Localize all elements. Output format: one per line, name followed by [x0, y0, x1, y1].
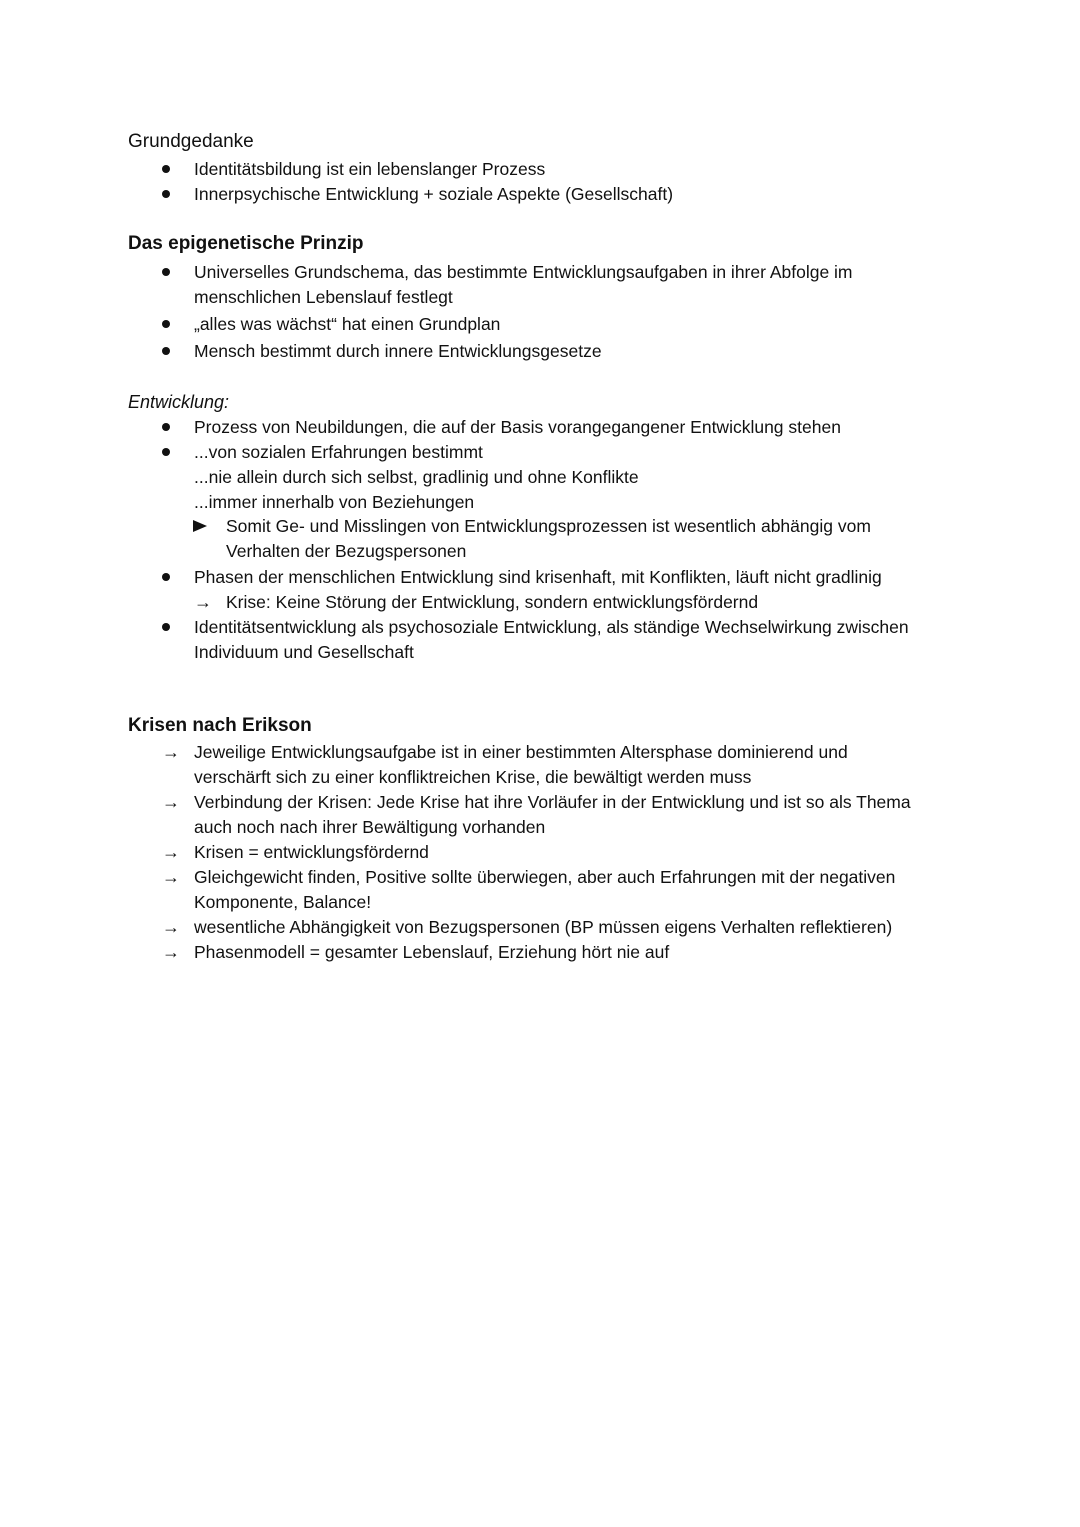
list-item: wesentliche Abhängigkeit von Bezugspersonen (BP müssen eigens Verhalten reflektieren) — [194, 917, 893, 937]
list-item: Phasen der menschlichen Entwicklung sind krisenhaft, mit Konflikten, läuft nicht gradlinig — [194, 567, 882, 587]
list-item: Identitätsbildung ist ein lebenslanger Prozess — [194, 159, 546, 179]
chevron-right-icon — [193, 520, 207, 532]
arrow-right-icon: → — [162, 867, 180, 887]
list-item-continuation: Individuum und Gesellschaft — [194, 642, 414, 662]
list-item-continuation: verschärft sich zu einer konfliktreichen Krise, die bewältigt werden muss — [194, 767, 752, 787]
list-item: ...von sozialen Erfahrungen bestimmt — [194, 442, 483, 462]
list-item: Jeweilige Entwicklungsaufgabe ist in einer bestimmten Altersphase dominierend und — [194, 742, 848, 762]
heading-epigenetisches-prinzip: Das epigenetische Prinzip — [128, 233, 364, 254]
list-item: Innerpsychische Entwicklung + soziale Aspekte (Gesellschaft) — [194, 184, 674, 204]
list-item-continuation: auch noch nach ihrer Bewältigung vorhanden — [194, 817, 546, 837]
bullet-icon — [162, 268, 170, 276]
sub-list-item-continuation: Verhalten der Bezugspersonen — [226, 541, 467, 561]
list-item: Gleichgewicht finden, Positive sollte überwiegen, aber auch Erfahrungen mit der negativen — [194, 867, 896, 887]
list-item: Phasenmodell = gesamter Lebenslauf, Erziehung hört nie auf — [194, 942, 670, 962]
arrow-right-icon: → — [162, 842, 180, 862]
list-item: Mensch bestimmt durch innere Entwicklungsgesetze — [194, 341, 602, 361]
bullet-icon — [162, 448, 170, 456]
heading-grundgedanke: Grundgedanke — [128, 131, 254, 152]
sub-list-item: Krise: Keine Störung der Entwicklung, sondern entwicklungsfördernd — [226, 592, 759, 612]
bullet-icon — [162, 423, 170, 431]
arrow-right-icon: → — [162, 742, 180, 762]
sub-list-item: Somit Ge- und Misslingen von Entwicklungsprozessen ist wesentlich abhängig vom — [226, 516, 871, 536]
list-item: Identitätsentwicklung als psychosoziale Entwicklung, als ständige Wechselwirkung zwischen — [194, 617, 909, 637]
arrow-right-icon: → — [194, 592, 212, 612]
bullet-icon — [162, 347, 170, 355]
bullet-icon — [162, 165, 170, 173]
arrow-right-icon: → — [162, 917, 180, 937]
list-item: Verbindung der Krisen: Jede Krise hat ihre Vorläufer in der Entwicklung und ist so als Thema — [194, 792, 911, 812]
list-item: Prozess von Neubildungen, die auf der Basis vorangegangener Entwicklung stehen — [194, 417, 841, 437]
list-item-continuation: ...immer innerhalb von Beziehungen — [194, 492, 475, 512]
list-item-continuation: ...nie allein durch sich selbst, gradlinig und ohne Konflikte — [194, 467, 639, 487]
list-item: Krisen = entwicklungsfördernd — [194, 842, 429, 862]
heading-entwicklung: Entwicklung: — [128, 392, 230, 412]
bullet-icon — [162, 320, 170, 328]
arrow-right-icon: → — [162, 942, 180, 962]
heading-krisen-nach-erikson: Krisen nach Erikson — [128, 715, 312, 736]
list-item-continuation: menschlichen Lebenslauf festlegt — [194, 287, 453, 307]
list-item: „alles was wächst“ hat einen Grundplan — [194, 314, 501, 334]
list-item-continuation: Komponente, Balance! — [194, 892, 372, 912]
bullet-icon — [162, 623, 170, 631]
arrow-right-icon: → — [162, 792, 180, 812]
list-item: Universelles Grundschema, das bestimmte Entwicklungsaufgaben in ihrer Abfolge im — [194, 262, 853, 282]
bullet-icon — [162, 573, 170, 581]
bullet-icon — [162, 190, 170, 198]
